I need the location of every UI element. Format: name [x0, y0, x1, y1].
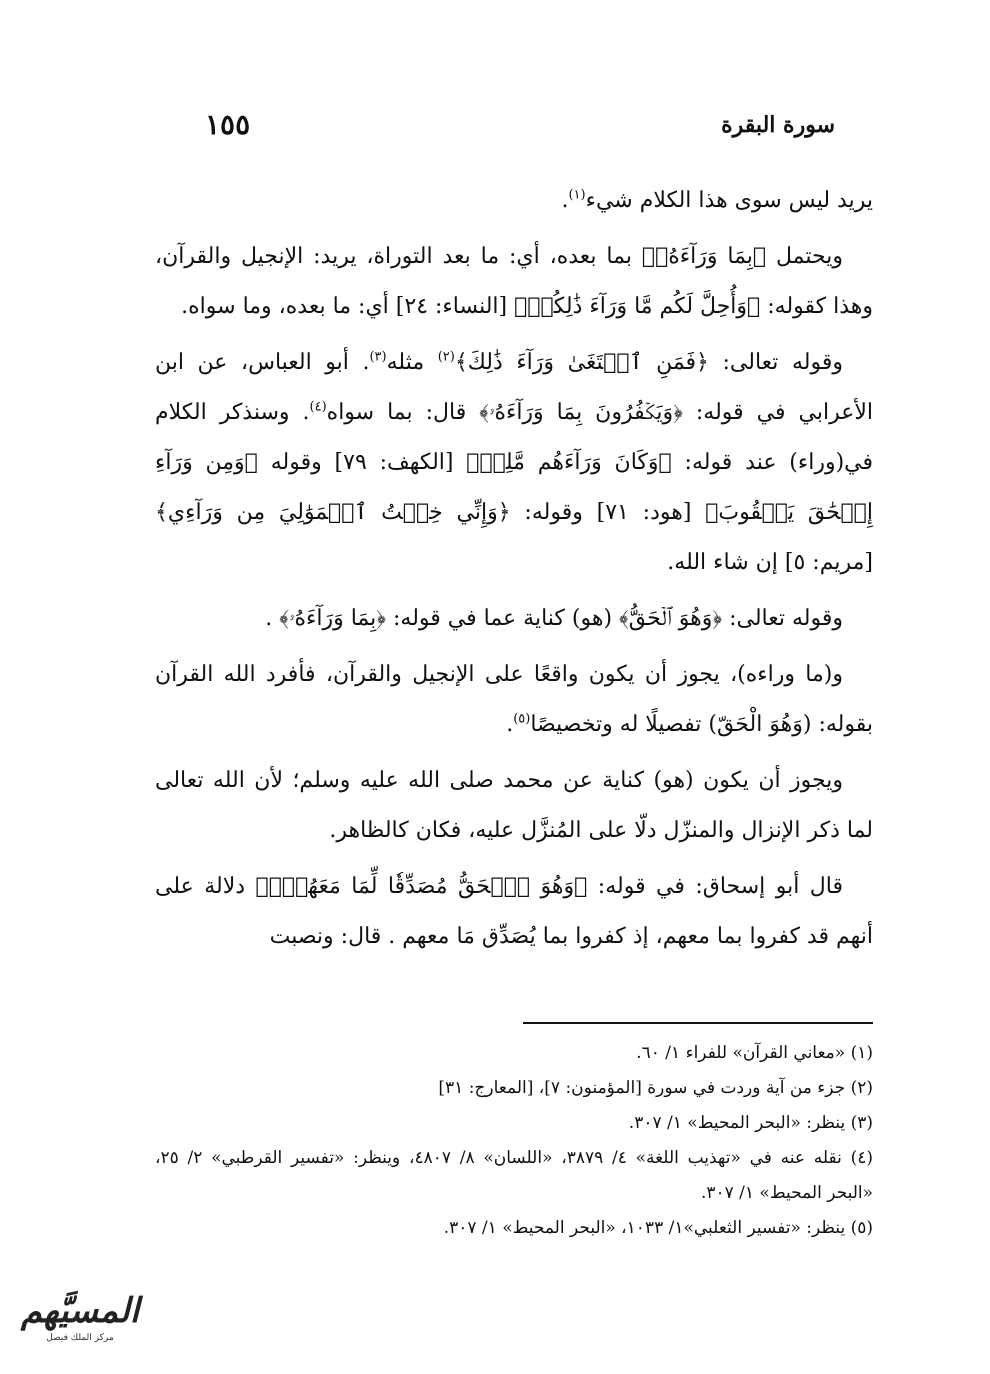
paragraph-2: [155, 232, 873, 332]
paragraph-4: [155, 594, 873, 644]
paragraph-text: و(ما وراءه)، يجوز أن يكون واقعًا على الإنجيل والقرآن، فأفرد الله القرآن بقوله: (وَهُوَ الْحَقّ) تفصيلًا له وتخصيصًا: [155, 662, 873, 737]
footnote-ref: (٢): [437, 349, 455, 365]
paragraph-6: [155, 756, 873, 856]
footnote-ref: (٤): [309, 399, 327, 415]
page-header: [205, 108, 835, 148]
paragraph-text: وقوله تعالى: ﴿وَهُوَ ٱلۡحَقُّ﴾ (هو) كناية عما في قوله: ﴿بِمَا وَرَآءَهُۥ﴾ .: [265, 606, 843, 631]
paragraph-text: يريد ليس سوى هذا الكلام شيء: [585, 188, 873, 213]
paragraph-text: . أبو العباس، عن ابن الأعرابي في قوله: ﴿وَيَكۡفُرُونَ بِمَا وَرَآءَهُۥ﴾ قال: بما سواه: [155, 350, 873, 425]
library-logo: [10, 1290, 150, 1358]
footnote-ref: (٣): [369, 349, 387, 365]
paragraph-tail: .: [561, 188, 569, 213]
paragraph-7: [155, 862, 873, 962]
paragraph-1: [155, 176, 873, 226]
paragraph-tail: .: [506, 712, 514, 737]
page-number: ١٥٥: [205, 108, 251, 141]
footnote-ref: (٥): [513, 711, 531, 727]
main-text: [155, 176, 873, 968]
footnote-2: (٢) جزء من آية وردت في سورة [المؤمنون: ٧]، [المعارج: ٣١]: [438, 1078, 873, 1098]
paragraph-text: ويجوز أن يكون (هو) كناية عن محمد صلى الله عليه وسلم؛ لأن الله تعالى لما ذكر الإنزال والمنزّل دلّا على المُنزَّل عليه، فكان كالظاهر.: [155, 768, 873, 843]
paragraph-5: [155, 650, 873, 750]
logo-calligraphy: المسيَّهم: [20, 1291, 140, 1331]
paragraph-text: ويحتمل ﴿بِمَا وَرَآءَهُۥ﴾ بما بعده، أي: ما بعد التوراة، يريد: الإنجيل والقرآن، وهذا كقوله: ﴿وَأُحِلَّ لَكُم مَّا وَرَآءَ ذَٰلِكُمۡ﴾ [النساء: ٢٤] أي: ما بعده، وما سواه.: [155, 244, 873, 319]
footnote-divider: [523, 1022, 873, 1024]
surah-title: سورة البقرة: [721, 112, 835, 138]
footnote-4: (٤) نقله عنه في «تهذيب اللغة» ٤/ ٣٨٧٩، «اللسان» ٨/ ٤٨٠٧، وينظر: «تفسير القرطبي» ٢/ ٢٥، «البحر المحيط» ١/ ٣٠٧.: [155, 1148, 873, 1203]
logo-subtitle: مركز الملك فيصل: [46, 1333, 114, 1343]
footnote-5: (٥) ينظر: «تفسير الثعلبي»١/ ١٠٣٣، «البحر المحيط» ١/ ٣٠٧.: [443, 1218, 873, 1238]
paragraph-text: وقوله تعالى: ﴿فَمَنِ ٱبۡتَغَىٰ وَرَآءَ ذَٰلِكَ﴾: [454, 350, 843, 375]
paragraph-text: مثله: [386, 350, 438, 375]
footnote-ref: (١): [568, 187, 586, 203]
paragraph-text: . وسنذكر الكلام في(وراء) عند قوله: ﴿وَكَانَ وَرَآءَهُم مَّلِكٞ﴾ [الكهف: ٧٩] وقوله ﴿وَمِن وَرَآءِ إِسۡحَٰقَ يَعۡقُوبَ﴾ [هود: ٧١] وقوله: ﴿وَإِنِّي خِفۡتُ ٱلۡمَوَٰلِيَ مِن وَرَآءِي﴾ [مريم: ٥] إن شاء الله.: [155, 400, 873, 575]
paragraph-3: [155, 338, 873, 588]
footnote-3: (٣) ينظر: «البحر المحيط» ١/ ٣٠٧.: [628, 1113, 873, 1133]
footnotes: [155, 1036, 873, 1246]
footnote-1: (١) «معاني القرآن» للفراء ١/ ٦٠.: [636, 1043, 873, 1063]
paragraph-text: قال أبو إسحاق: في قوله: ﴿وَهُوَ ٱلۡحَقُّ مُصَدِّقٗا لِّمَا مَعَهُمۡۗ﴾ دلالة على أنهم قد كفروا بما معهم، إذ كفروا بما يُصَدِّق مَا معهم . قال: ونصبت: [155, 874, 873, 949]
